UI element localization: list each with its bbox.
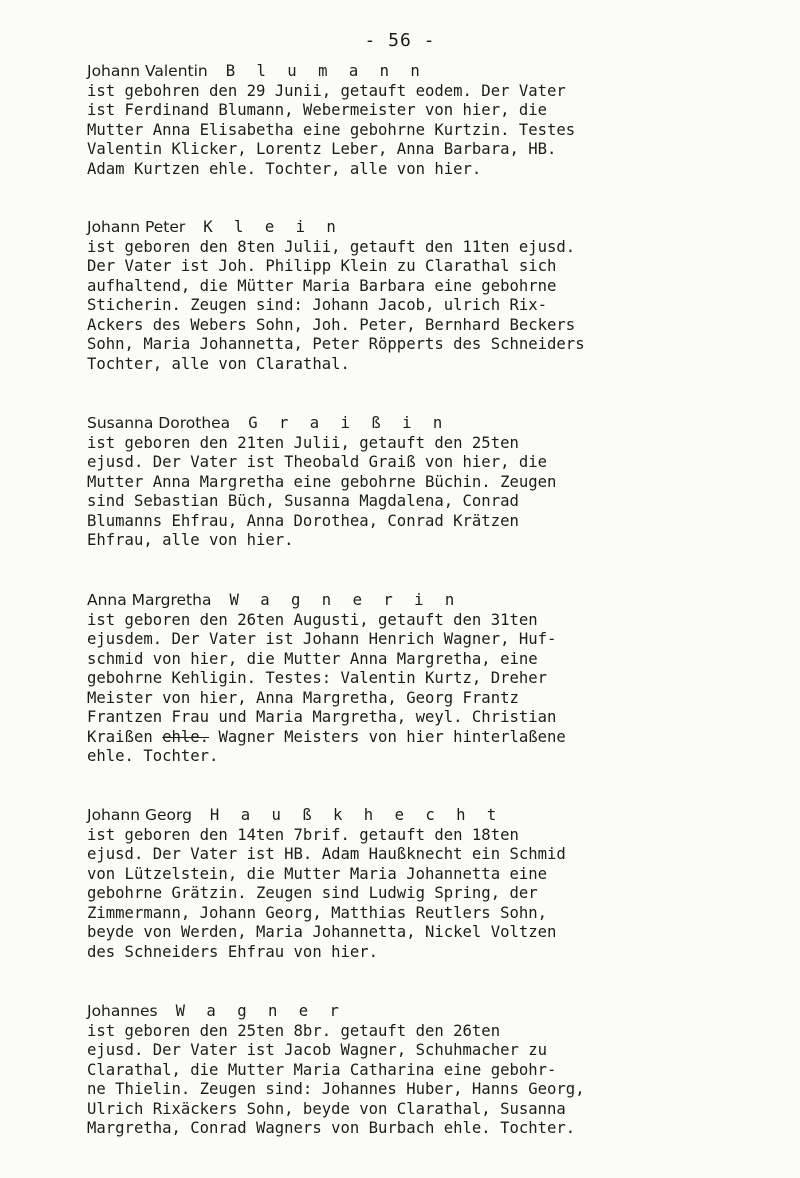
entry-text-line: Ulrich Rixäckers Sohn, beyde von Clarathal, Susanna <box>87 1099 566 1118</box>
entry-text-line <box>87 728 767 748</box>
surname: G r a i ß i n <box>248 414 449 432</box>
given-name: Johann Peter <box>87 218 186 236</box>
entry-text-line: Sticherin. Zeugen sind: Johann Jacob, ulrich Rix- <box>87 296 548 314</box>
entry-name-line <box>87 218 767 238</box>
entry-text-line: ne Thielin. Zeugen sind: Johannes Huber, Hanns Georg, <box>87 1080 585 1098</box>
entry-text-line: schmid von hier, die Mutter Anna Margretha, eine <box>87 649 538 668</box>
entry-name-line <box>87 806 767 826</box>
given-name: Johann Valentin <box>87 62 208 80</box>
entry-text-line: Mutter Anna Elisabetha eine gebohrne Kurtzin. Testes <box>87 120 576 139</box>
entry-text-line: ejusdem. Der Vater ist Johann Henrich Wagner, Huf- <box>87 630 557 648</box>
entry-name-line <box>87 62 767 82</box>
entry-text-line: Blumanns Ehfrau, Anna Dorothea, Conrad Krätzen <box>87 511 519 530</box>
baptism-entry <box>87 806 767 962</box>
baptism-entry <box>87 591 767 767</box>
line-segment: Wagner Meisters von hier hinterlaßene <box>209 727 566 746</box>
given-name: Johannes <box>87 1002 158 1020</box>
entry-text-line: Ehfrau, alle von hier. <box>87 531 294 549</box>
given-name: Susanna Dorothea <box>87 414 231 432</box>
entry-text-line: Margretha, Conrad Wagners von Burbach ehle. Tochter. <box>87 1119 576 1137</box>
entry-text-line: von Lützelstein, die Mutter Maria Johannetta eine <box>87 864 548 883</box>
baptism-entry <box>87 1002 767 1139</box>
entry-text-line: Frantzen Frau und Maria Margretha, weyl. Christian <box>87 708 557 726</box>
entry-text-line: ist geboren den 14ten 7brif. getauft den 18ten <box>87 825 519 844</box>
entry-text-line: aufhaltend, die Mütter Maria Barbara eine gebohrne <box>87 276 557 295</box>
entry-text-line: Mutter Anna Margretha eine gebohrne Büchin. Zeugen <box>87 472 557 491</box>
surname: H a u ß k h e c h t <box>209 806 503 824</box>
baptism-entry <box>87 62 767 179</box>
page-number: - 56 - <box>364 30 436 51</box>
entry-text-line: gebohrne Grätzin. Zeugen sind Ludwig Spring, der <box>87 884 538 902</box>
surname: B l u m a n n <box>225 62 426 80</box>
entry-text-line: ist Ferdinand Blumann, Webermeister von hier, die <box>87 101 548 119</box>
entry-text-line: Zimmermann, Johann Georg, Matthias Reutlers Sohn, <box>87 903 548 922</box>
entry-name-line <box>87 414 767 434</box>
entry-text-line: Valentin Klicker, Lorentz Leber, Anna Barbara, HB. <box>87 140 557 158</box>
struck-through-text: ehle. <box>162 727 210 746</box>
baptism-entry <box>87 218 767 374</box>
baptism-entry <box>87 414 767 551</box>
surname: W a g n e r i n <box>229 591 461 609</box>
entry-text-line: ist gebohren den 29 Junii, getauft eodem. Der Vater <box>87 81 566 100</box>
entry-text-line: ejusd. Der Vater ist Jacob Wagner, Schuhmacher zu <box>87 1041 548 1059</box>
entry-text-line: ejusd. Der Vater ist Theobald Graiß von hier, die <box>87 453 548 471</box>
given-name: Johann Georg <box>87 806 192 824</box>
entry-text-line: des Schneiders Ehfrau von hier. <box>87 942 379 961</box>
entry-text-line: ejusd. Der Vater ist HB. Adam Haußknecht ein Schmid <box>87 845 566 863</box>
entry-text-line: ist geboren den 26ten Augusti, getauft den 31ten <box>87 610 538 629</box>
entry-text-line: Ackers des Webers Sohn, Joh. Peter, Bernhard Beckers <box>87 315 576 334</box>
line-segment: Kraißen <box>87 727 163 746</box>
entry-text-line: beyde von Werden, Maria Johannetta, Nickel Voltzen <box>87 923 557 941</box>
entry-text-line: ist geboren den 8ten Julii, getauft den 11ten ejusd. <box>87 237 576 256</box>
given-name: Anna Margretha <box>87 591 212 609</box>
surname: W a g n e r <box>175 1002 345 1020</box>
entry-text-line: gebohrne Kehligin. Testes: Valentin Kurtz, Dreher <box>87 669 548 687</box>
entry-text-line: Clarathal, die Mutter Maria Catharina eine gebohr- <box>87 1060 557 1079</box>
entry-text-line: Der Vater ist Joh. Philipp Klein zu Clarathal sich <box>87 257 557 275</box>
entry-text-line: sind Sebastian Büch, Susanna Magdalena, Conrad <box>87 492 519 510</box>
surname: K l e i n <box>203 218 342 236</box>
entry-text-line: ist geboren den 25ten 8br. getauft den 26ten <box>87 1021 501 1040</box>
entry-text-line: Tochter, alle von Clarathal. <box>87 354 350 373</box>
entry-text-line: Adam Kurtzen ehle. Tochter, alle von hier. <box>87 159 482 178</box>
entry-name-line <box>87 1002 767 1022</box>
entry-text-line: ist geboren den 21ten Julii, getauft den 25ten <box>87 433 519 452</box>
entry-text-line: Meister von hier, Anna Margretha, Georg Frantz <box>87 688 519 707</box>
entry-text-line: ehle. Tochter. <box>87 747 219 765</box>
entry-text-line: Sohn, Maria Johannetta, Peter Röpperts des Schneiders <box>87 335 585 353</box>
entry-name-line <box>87 591 767 611</box>
